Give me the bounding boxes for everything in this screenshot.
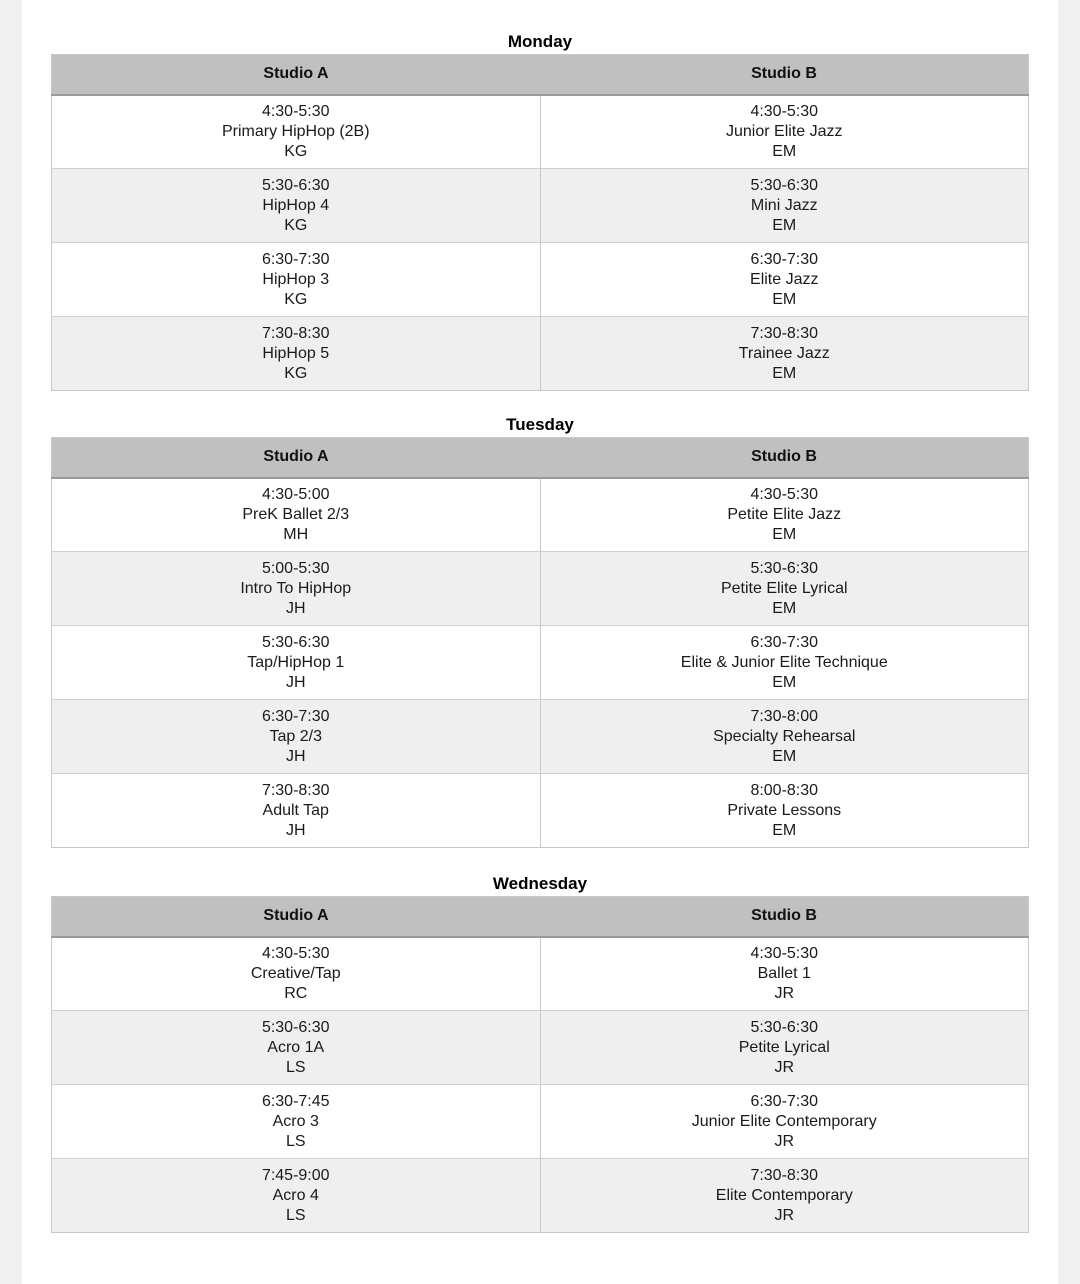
class-teacher: EM	[772, 821, 797, 839]
class-cell	[540, 1159, 1029, 1233]
class-name: Junior Elite Jazz	[726, 122, 843, 140]
table-row	[52, 478, 1029, 552]
class-teacher: LS	[285, 1206, 306, 1224]
class-time: 5:30-6:30	[261, 1018, 330, 1036]
class-cell	[52, 1085, 541, 1159]
class-name: Acro 4	[272, 1186, 319, 1204]
schedule-table-monday	[51, 54, 1029, 391]
class-teacher: JR	[774, 1206, 795, 1224]
column-header-studio-a: Studio A	[52, 55, 541, 95]
class-name: Petite Elite Jazz	[727, 505, 842, 523]
class-teacher: JH	[285, 747, 306, 765]
class-time: 7:30-8:30	[261, 781, 330, 799]
class-name: Acro 1A	[267, 1038, 325, 1056]
class-cell	[52, 1011, 541, 1085]
class-name: Tap 2/3	[269, 727, 322, 745]
schedule-table-wednesday	[51, 896, 1029, 1233]
class-time: 4:30-5:30	[261, 944, 330, 962]
class-teacher: EM	[772, 142, 797, 160]
class-name: Elite Contemporary	[715, 1186, 853, 1204]
class-name: Intro To HipHop	[240, 579, 352, 597]
class-teacher: EM	[772, 673, 797, 691]
column-header-studio-b: Studio B	[540, 897, 1029, 937]
class-name: HipHop 5	[262, 344, 330, 362]
class-time: 6:30-7:30	[261, 250, 330, 268]
class-cell	[52, 95, 541, 169]
class-cell	[52, 937, 541, 1011]
class-time: 7:30-8:30	[261, 324, 330, 342]
class-name: Mini Jazz	[750, 196, 818, 214]
table-header-row	[52, 897, 1029, 937]
class-name: Junior Elite Contemporary	[691, 1112, 877, 1130]
class-time: 6:30-7:30	[261, 707, 330, 725]
class-name: Trainee Jazz	[738, 344, 830, 362]
class-teacher: JR	[774, 984, 795, 1002]
schedule-page	[22, 0, 1058, 1284]
class-time: 5:30-6:30	[750, 176, 819, 194]
class-time: 5:30-6:30	[261, 633, 330, 651]
class-time: 7:30-8:30	[750, 324, 819, 342]
class-time: 7:30-8:00	[750, 707, 819, 725]
class-cell	[52, 478, 541, 552]
schedule-table-tuesday	[51, 437, 1029, 848]
class-cell	[52, 552, 541, 626]
class-cell	[540, 937, 1029, 1011]
class-cell	[540, 1085, 1029, 1159]
class-time: 6:30-7:45	[261, 1092, 330, 1110]
day-title-wednesday: Wednesday	[492, 874, 588, 893]
day-title-monday: Monday	[507, 32, 573, 51]
class-time: 4:30-5:00	[261, 485, 330, 503]
class-name: Specialty Rehearsal	[713, 727, 856, 745]
column-header-studio-a: Studio A	[52, 438, 541, 478]
table-header-row	[52, 55, 1029, 95]
class-cell	[540, 317, 1029, 391]
table-row	[52, 626, 1029, 700]
class-time: 5:00-5:30	[261, 559, 330, 577]
table-row	[52, 169, 1029, 243]
table-row	[52, 1085, 1029, 1159]
class-cell	[52, 626, 541, 700]
class-teacher: MH	[283, 525, 309, 543]
class-teacher: LS	[285, 1058, 306, 1076]
class-name: HipHop 4	[262, 196, 330, 214]
class-teacher: EM	[772, 290, 797, 308]
class-teacher: LS	[285, 1132, 306, 1150]
class-cell	[52, 1159, 541, 1233]
class-cell	[540, 552, 1029, 626]
table-row	[52, 243, 1029, 317]
column-header-studio-a: Studio A	[52, 897, 541, 937]
table-row	[52, 552, 1029, 626]
class-teacher: JH	[285, 599, 306, 617]
class-teacher: KG	[284, 364, 308, 382]
class-teacher: EM	[772, 216, 797, 234]
class-time: 6:30-7:30	[750, 250, 819, 268]
class-teacher: EM	[772, 525, 797, 543]
class-name: Petite Elite Lyrical	[720, 579, 848, 597]
class-cell	[52, 774, 541, 848]
class-name: Tap/HipHop 1	[247, 653, 345, 671]
class-teacher: JH	[285, 821, 306, 839]
class-cell	[540, 478, 1029, 552]
class-time: 6:30-7:30	[750, 1092, 819, 1110]
class-name: PreK Ballet 2/3	[242, 505, 350, 523]
class-cell	[540, 169, 1029, 243]
table-header-row	[52, 438, 1029, 478]
class-name: Acro 3	[272, 1112, 319, 1130]
class-name: HipHop 3	[262, 270, 330, 288]
class-cell	[52, 700, 541, 774]
class-teacher: KG	[284, 290, 308, 308]
class-time: 4:30-5:30	[750, 944, 819, 962]
table-row	[52, 317, 1029, 391]
class-cell	[540, 1011, 1029, 1085]
day-title-tuesday: Tuesday	[506, 415, 574, 434]
class-time: 6:30-7:30	[750, 633, 819, 651]
class-cell	[540, 774, 1029, 848]
table-row	[52, 700, 1029, 774]
class-cell	[540, 626, 1029, 700]
class-teacher: JR	[774, 1058, 795, 1076]
table-row	[52, 1159, 1029, 1233]
table-row	[52, 774, 1029, 848]
class-time: 5:30-6:30	[750, 1018, 819, 1036]
class-teacher: EM	[772, 364, 797, 382]
class-cell	[52, 317, 541, 391]
column-header-studio-b: Studio B	[540, 438, 1029, 478]
class-cell	[52, 169, 541, 243]
class-time: 5:30-6:30	[261, 176, 330, 194]
class-name: Private Lessons	[727, 801, 842, 819]
class-teacher: RC	[284, 984, 308, 1002]
class-time: 4:30-5:30	[750, 485, 819, 503]
class-cell	[540, 95, 1029, 169]
class-name: Creative/Tap	[250, 964, 341, 982]
class-teacher: EM	[772, 747, 797, 765]
table-row	[52, 937, 1029, 1011]
class-name: Petite Lyrical	[738, 1038, 830, 1056]
class-teacher: JH	[285, 673, 306, 691]
class-time: 8:00-8:30	[750, 781, 819, 799]
class-cell	[540, 243, 1029, 317]
class-cell	[540, 700, 1029, 774]
class-time: 4:30-5:30	[261, 102, 330, 120]
column-header-studio-b: Studio B	[540, 55, 1029, 95]
class-teacher: KG	[284, 142, 308, 160]
class-time: 7:30-8:30	[750, 1166, 819, 1184]
class-name: Ballet 1	[757, 964, 811, 982]
class-time: 7:45-9:00	[261, 1166, 330, 1184]
table-row	[52, 1011, 1029, 1085]
class-time: 5:30-6:30	[750, 559, 819, 577]
class-name: Elite & Junior Elite Technique	[680, 653, 888, 671]
class-name: Primary HipHop (2B)	[221, 122, 370, 140]
class-teacher: KG	[284, 216, 308, 234]
class-time: 4:30-5:30	[750, 102, 819, 120]
class-teacher: EM	[772, 599, 797, 617]
class-name: Adult Tap	[262, 801, 329, 819]
class-teacher: JR	[774, 1132, 795, 1150]
class-cell	[52, 243, 541, 317]
table-row	[52, 95, 1029, 169]
class-name: Elite Jazz	[750, 270, 819, 288]
